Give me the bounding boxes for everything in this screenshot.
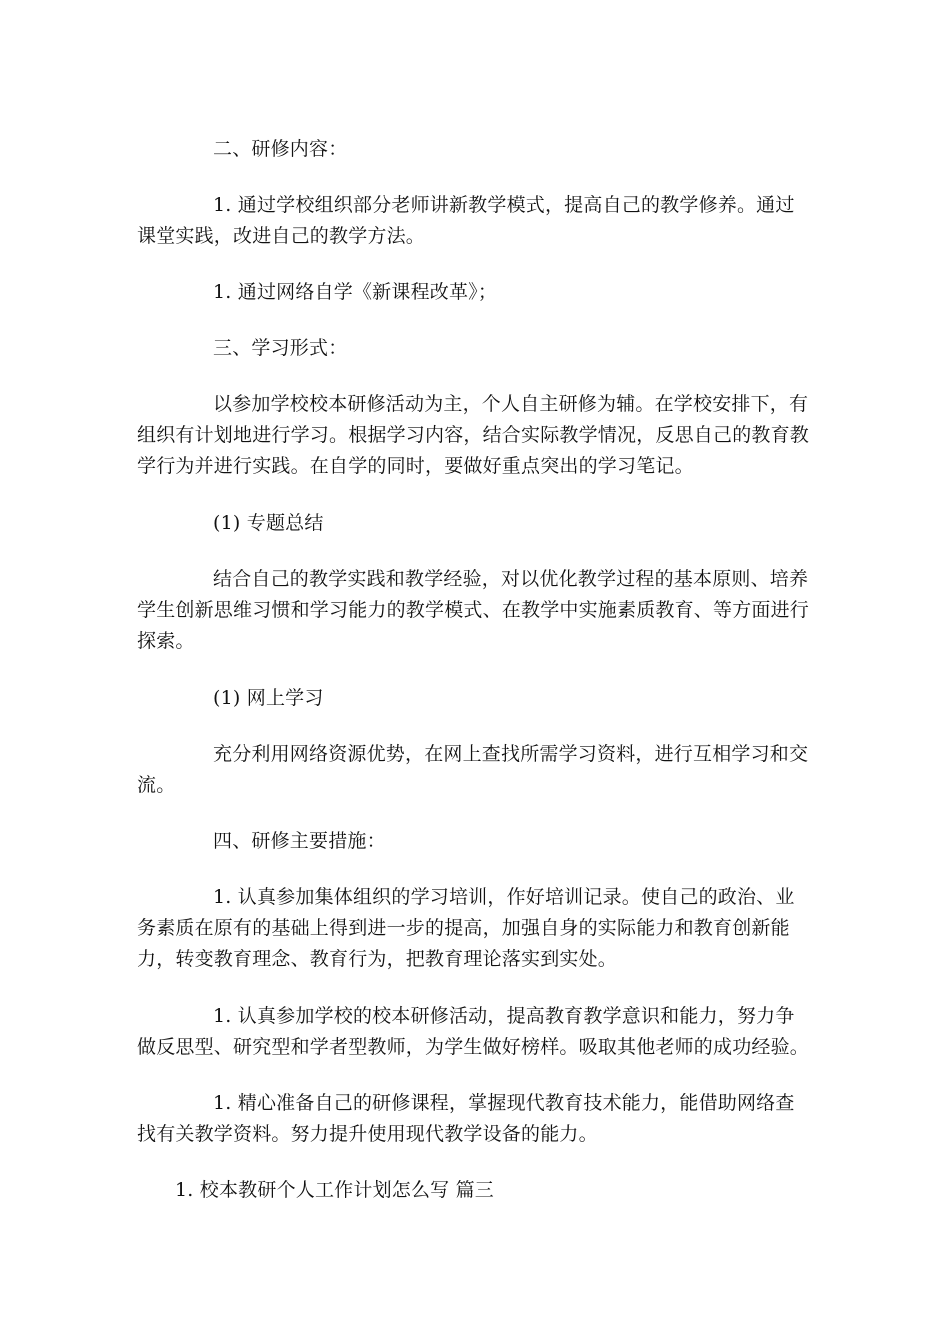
paragraph-measure-1: 1. 认真参加集体组织的学习培训，作好培训记录。使自己的政治、业务素质在原有的基础上得到进一步的提高，加强自身的实际能力和教育创新能力，转变教育理念、教育行为，把教育理论落实到实处。 [137, 886, 795, 970]
section-heading-3: 三、学习形式： [213, 337, 348, 359]
paragraph-content-1: 1. 通过学校组织部分老师讲新教学模式，提高自己的教学修养。通过课堂实践，改进自己的教学方法。 [137, 194, 795, 247]
paragraph-measure-3: 1. 精心准备自己的研修课程，掌握现代教育技术能力，能借助网络查找有关教学资料。努力提升使用现代教学设备的能力。 [137, 1092, 795, 1145]
paragraph-study-form: 以参加学校校本研修活动为主，个人自主研修为辅。在学校安排下，有组织有计划地进行学习。根据学习内容，结合实际教学情况，反思自己的教育教学行为并进行实践。在自学的同时，要做好重点突出的学习笔记。 [137, 393, 810, 477]
section-title-part-three: 1. 校本教研个人工作计划怎么写 篇三 [175, 1179, 495, 1201]
paragraph-online-learning: 充分利用网络资源优势，在网上查找所需学习资料，进行互相学习和交流。 [137, 743, 809, 796]
section-heading-4: 四、研修主要措施： [213, 830, 386, 852]
paragraph-topic-summary: 结合自己的教学实践和教学经验，对以优化教学过程的基本原则、培养学生创新思维习惯和学习能力的教学模式、在教学中实施素质教育、等方面进行探索。 [137, 568, 810, 652]
paragraph-content-2: 1. 通过网络自学《新课程改革》； [213, 281, 498, 303]
subheading-topic-summary: (1) 专题总结 [213, 512, 324, 534]
section-heading-2: 二、研修内容： [213, 138, 348, 160]
paragraph-measure-2: 1. 认真参加学校的校本研修活动，提高教育教学意识和能力，努力争做反思型、研究型和学者型教师，为学生做好榜样。吸取其他老师的成功经验。 [137, 1005, 810, 1058]
subheading-online-learning: (1) 网上学习 [213, 687, 324, 709]
